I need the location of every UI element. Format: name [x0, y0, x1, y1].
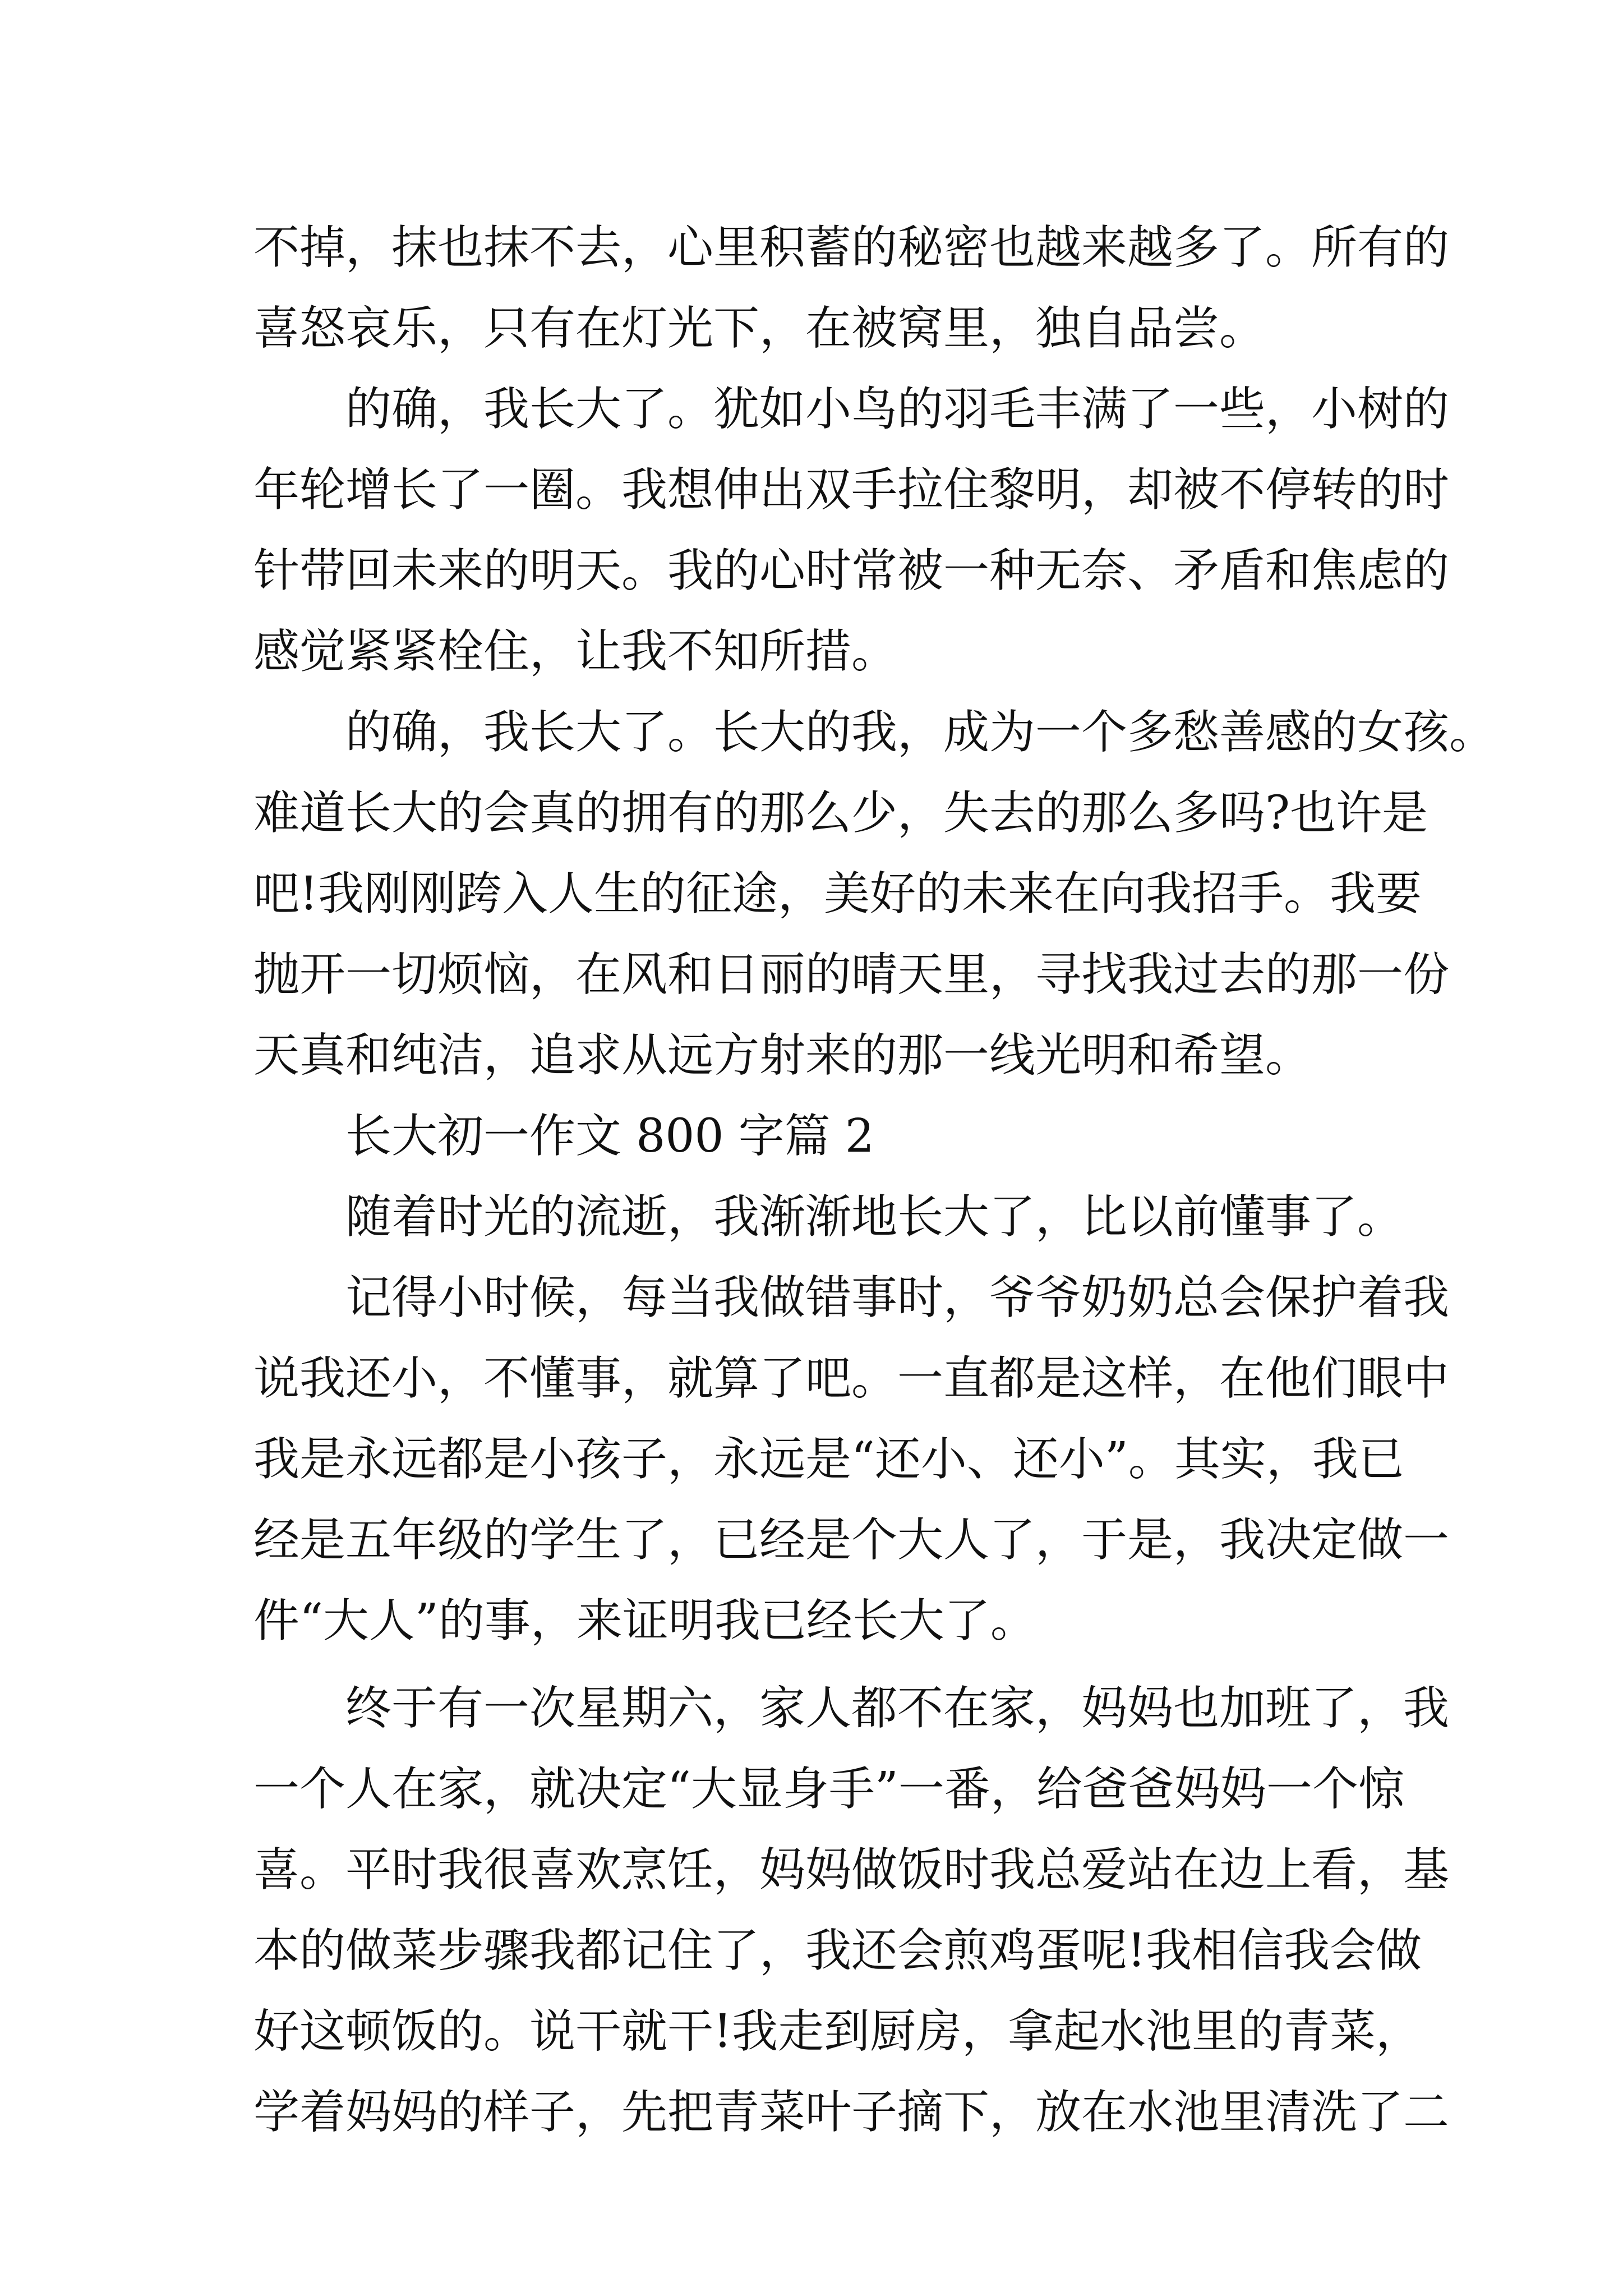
paragraph-line: 我是永远都是小孩子，永远是“还小、还小”。其实，我已 [253, 1433, 1404, 1486]
paragraph-line: 记得小时候，每当我做错事时，爷爷奶奶总会保护着我 [345, 1271, 1450, 1324]
paragraph-line: 抛开一切烦恼，在风和日丽的晴天里，寻找我过去的那一份 [253, 948, 1450, 1001]
paragraph-line: 天真和纯洁，追求从远方射来的那一线光明和希望。 [253, 1029, 1312, 1082]
paragraph-line: 吧!我刚刚跨入人生的征途，美好的未来在向我招手。我要 [253, 867, 1422, 921]
paragraph-line: 感觉紧紧栓住，让我不知所措。 [253, 625, 898, 678]
paragraph-line: 件“大人”的事，来证明我已经长大了。 [253, 1594, 1036, 1648]
paragraph-spacing [253, 1662, 1386, 1668]
paragraph-line: 说我还小，不懂事，就算了吧。一直都是这样，在他们眼中 [253, 1352, 1450, 1405]
article-body [253, 208, 1496, 2153]
paragraph-line: 的确，我长大了。长大的我，成为一个多愁善感的女孩。 [345, 706, 1496, 759]
paragraph-line: 好这顿饭的。说干就干!我走到厨房，拿起水池里的青菜， [253, 2005, 1422, 2058]
paragraph-line: 喜怒哀乐，只有在灯光下，在被窝里，独自品尝。 [253, 302, 1266, 355]
paragraph-line: 不掉，抹也抹不去，心里积蓄的秘密也越来越多了。所有的 [253, 221, 1450, 274]
section-heading: 长大初一作文 800 字篇 2 [345, 1110, 874, 1163]
paragraph-line: 终于有一次星期六，家人都不在家，妈妈也加班了，我 [345, 1682, 1450, 1735]
paragraph-line: 经是五年级的学生了，已经是个大人了，于是，我决定做一 [253, 1513, 1450, 1567]
paragraph-line: 学着妈妈的样子，先把青菜叶子摘下，放在水池里清洗了二 [253, 2086, 1450, 2139]
paragraph-line: 本的做菜步骤我都记住了，我还会煎鸡蛋呢!我相信我会做 [253, 1924, 1422, 1977]
paragraph-line: 难道长大的会真的拥有的那么少，失去的那么多吗?也许是 [253, 786, 1428, 840]
paragraph-line: 的确，我长大了。犹如小鸟的羽毛丰满了一些，小树的 [345, 383, 1450, 436]
paragraph-line: 一个人在家，就决定“大显身手”一番，给爸爸妈妈一个惊 [253, 1763, 1404, 1816]
paragraph-line: 针带回未来的明天。我的心时常被一种无奈、矛盾和焦虑的 [253, 544, 1450, 597]
paragraph-line: 随着时光的流逝，我渐渐地长大了，比以前懂事了。 [345, 1190, 1404, 1244]
paragraph-line: 年轮增长了一圈。我想伸出双手拉住黎明，却被不停转的时 [253, 463, 1450, 517]
paragraph-line: 喜。平时我很喜欢烹饪，妈妈做饭时我总爱站在边上看，基 [253, 1843, 1450, 1897]
